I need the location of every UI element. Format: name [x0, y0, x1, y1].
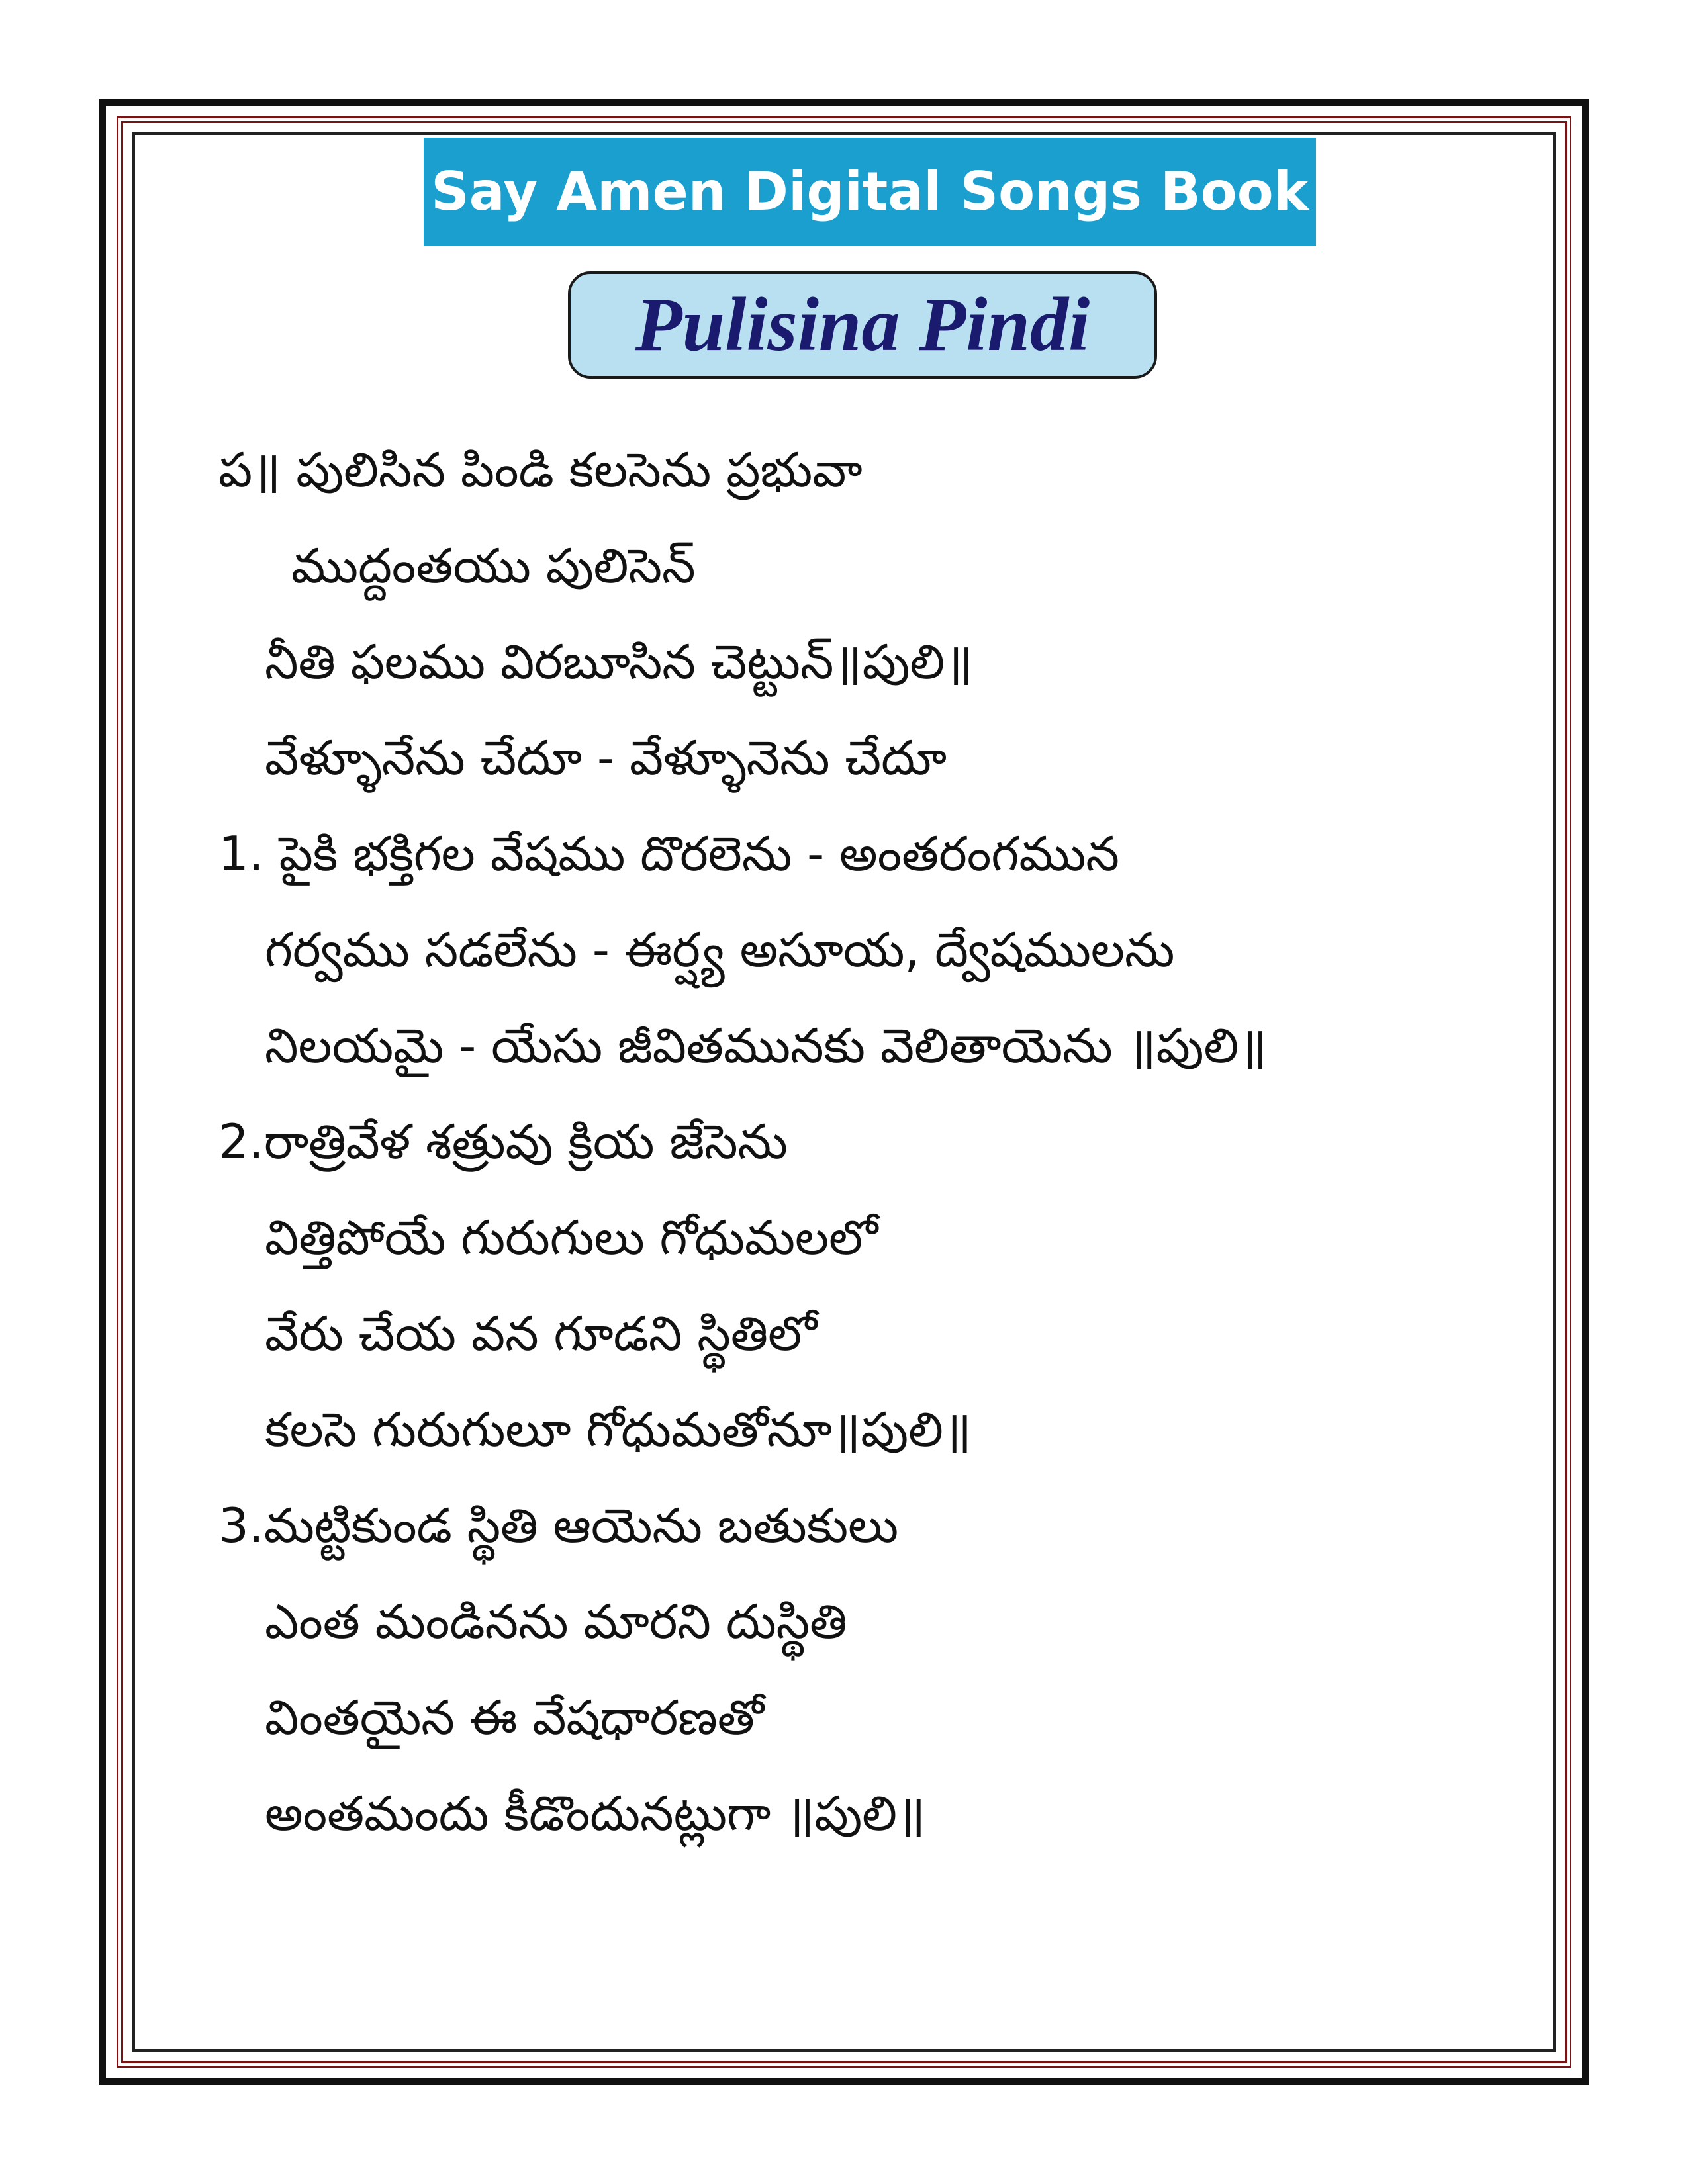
lyric-line: నీతి ఫలము విరబూసిన చెట్టున్॥పులి॥ — [265, 634, 974, 690]
lyric-line: వింతయైన ఈ వేషధారణతో — [265, 1690, 765, 1745]
lyric-line: వేరు చేయ వన గూడని స్థితిలో — [265, 1306, 818, 1361]
lyric-line-chorus: ప॥ పులిసిన పిండి కలసెను ప్రభువా — [218, 442, 863, 498]
song-title: Pulisina Pindi — [568, 271, 1157, 379]
lyric-line: విత్తిపోయే గురుగులు గోధుమలలో — [265, 1210, 878, 1265]
lyric-line: వేళ్ళూనేను చేదూ - వేళ్ళూనెను చేదూ — [265, 730, 947, 786]
lyric-line-verse-2: 2.రాత్రివేళ శత్రువు క్రియ జేసెను — [218, 1114, 788, 1169]
page-border-inner — [132, 132, 1556, 2052]
lyric-line: అంతమందు కీడొందునట్లుగా ॥పులి॥ — [265, 1786, 926, 1841]
lyric-line: కలసె గురుగులూ గోధుమతోనూ॥పులి॥ — [265, 1402, 972, 1457]
lyric-line-verse-3: 3.మట్టికుండ స్థితి ఆయెను బతుకులు — [218, 1498, 899, 1553]
lyric-line: నిలయమై - యేసు జీవితమునకు వెలితాయెను ॥పులి॥ — [265, 1018, 1268, 1073]
lyric-line: ఎంత మండినను మారని దుస్థితి — [265, 1594, 847, 1649]
lyric-line: గర్వము సడలేను - ఈర్ష్య అసూయ, ద్వేషములను — [265, 922, 1175, 978]
lyric-line: ముద్దంతయు పులిసెన్ — [291, 538, 696, 594]
lyric-line-verse-1: 1. పైకి భక్తిగల వేషము దొరలెను - అంతరంగమున — [218, 826, 1119, 882]
book-banner: Say Amen Digital Songs Book — [424, 138, 1316, 246]
